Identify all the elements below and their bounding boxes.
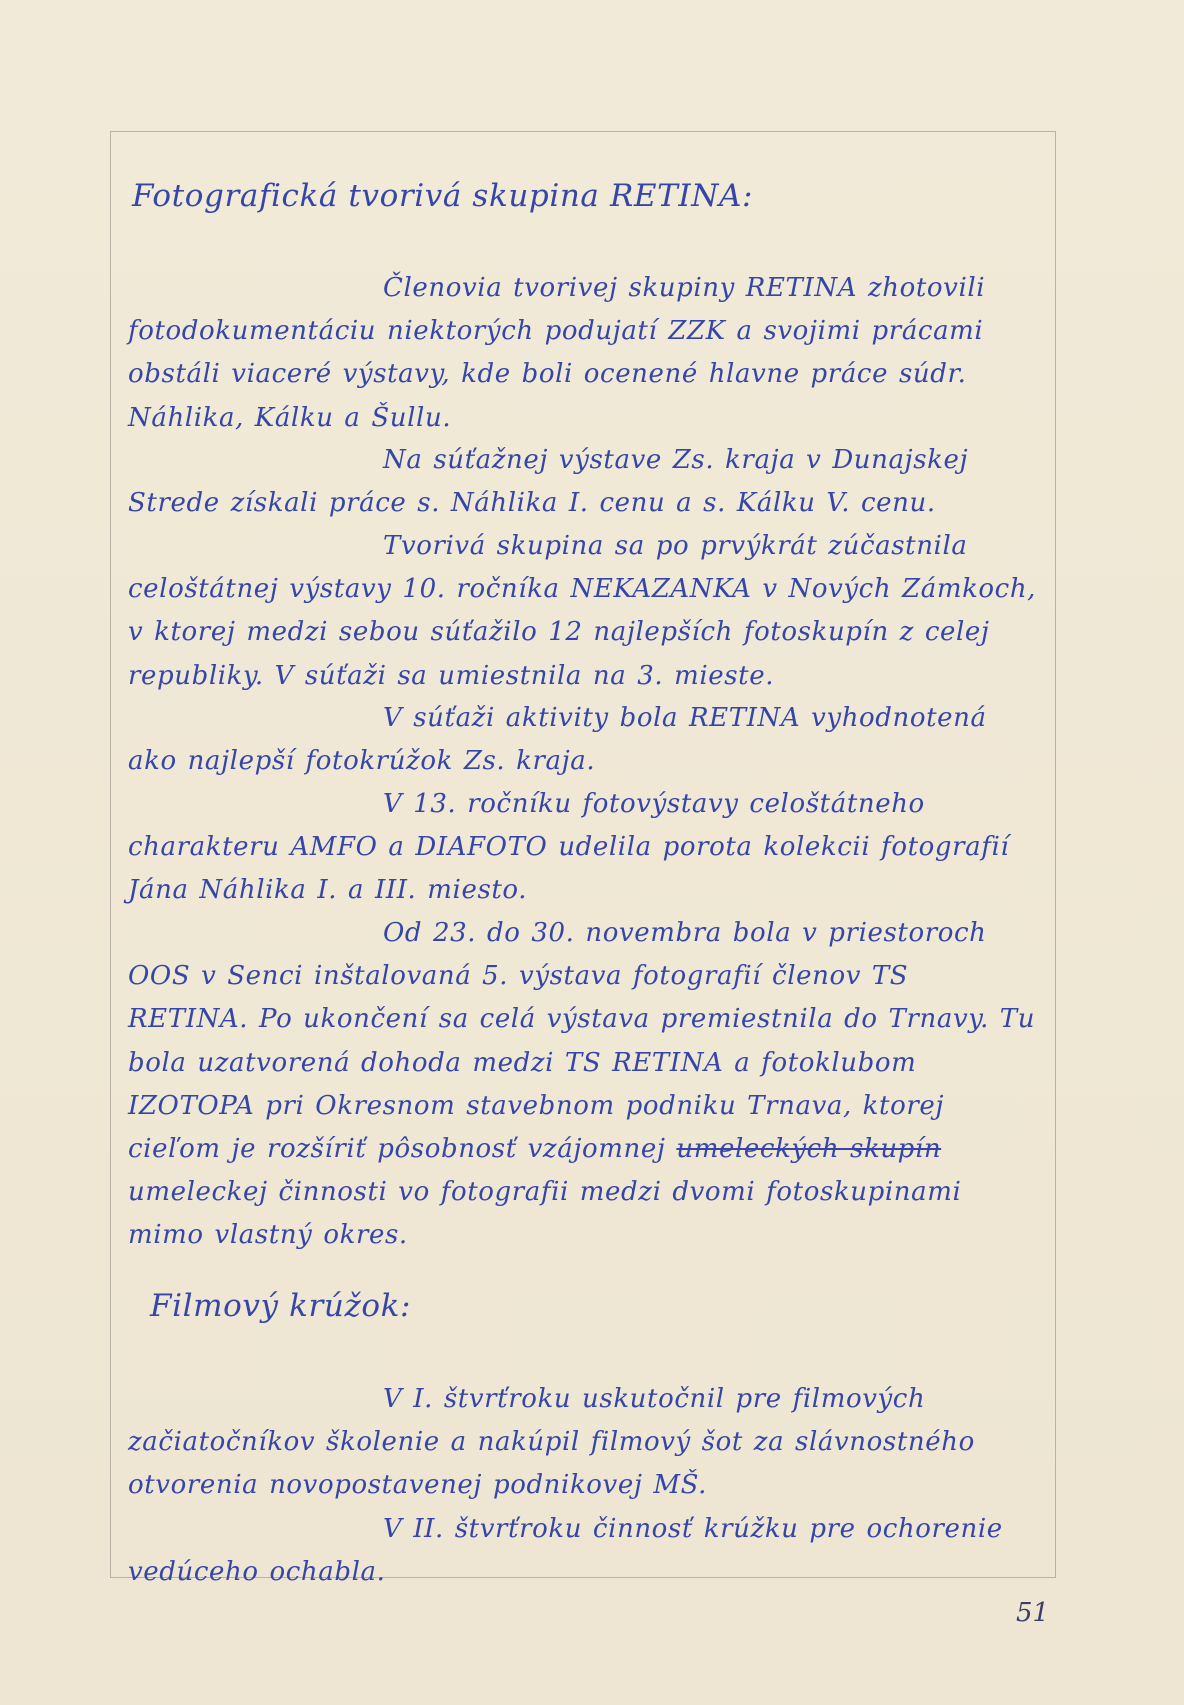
section-heading-film: Filmový krúžok:: [150, 1288, 412, 1324]
retina-paragraph-exhibition: [128, 912, 1038, 1258]
retina-paragraph-amfo: V 13. ročníku fotovýstavy celoštátneho charakteru AMFO a DIAFOTO udelila porota kolekcii fotografií Jána Náhlika I. a III. miesto.: [128, 789, 1010, 906]
struck-through-text: umeleckých skupín: [676, 1134, 942, 1165]
retina-paragraph-activity: V súťaži aktivity bola RETINA vyhodnotená ako najlepší fotokrúžok Zs. kraja.: [128, 703, 987, 777]
retina-paragraph-regional-show: Na súťažnej výstave Zs. kraja v Dunajskej Strede získali práce s. Náhlika I. cenu a s. Kálku V. cenu.: [128, 445, 969, 519]
exhibition-text-before: Od 23. do 30. novembra bola v priestoroch OOS v Senci inštalovaná 5. výstava fotografií členov TS RETINA. Po ukončení sa celá výstava premiestnila do Trnavy. Tu bola uzatvorená dohoda medzi TS RETINA a fotoklubom IZOTOPA pri Okresnom stavebnom podniku Trnava, ktorej cieľom je rozšíriť pôsobnosť vzájomnej: [128, 918, 1036, 1165]
film-paragraph-second-quarter: V II. štvrťroku činnosť krúžku pre ochorenie vedúceho ochabla.: [128, 1514, 1003, 1588]
section-heading-retina: Fotografická tvorivá skupina RETINA:: [132, 178, 753, 214]
film-paragraph-first-quarter: V I. štvrťroku uskutočnil pre filmových začiatočníkov školenie a nakúpil filmový šot za slávnostného otvorenia novopostavenej podnikovej MŠ.: [128, 1384, 975, 1501]
exhibition-text-after: umeleckej činnosti vo fotografii medzi dvomi fotoskupinami mimo vlastný okres.: [128, 1177, 962, 1251]
page-number: 51: [1016, 1598, 1050, 1628]
retina-paragraph-members: Členovia tvorivej skupiny RETINA zhotovili fotodokumentáciu niektorých podujatí ZZK a svojimi prácami obstáli viaceré výstavy, kde boli ocenené hlavne práce súdr. Náhlika, Kálku a Šullu.: [128, 273, 986, 433]
retina-paragraph-nekazanka: Tvorivá skupina sa po prvýkrát zúčastnila celoštátnej výstavy 10. ročníka NEKAZANKA v Nových Zámkoch, v ktorej medzi sebou súťažilo 12 najlepších fotoskupín z celej republiky. V súťaži sa umiestnila na 3. mieste.: [128, 531, 1037, 691]
